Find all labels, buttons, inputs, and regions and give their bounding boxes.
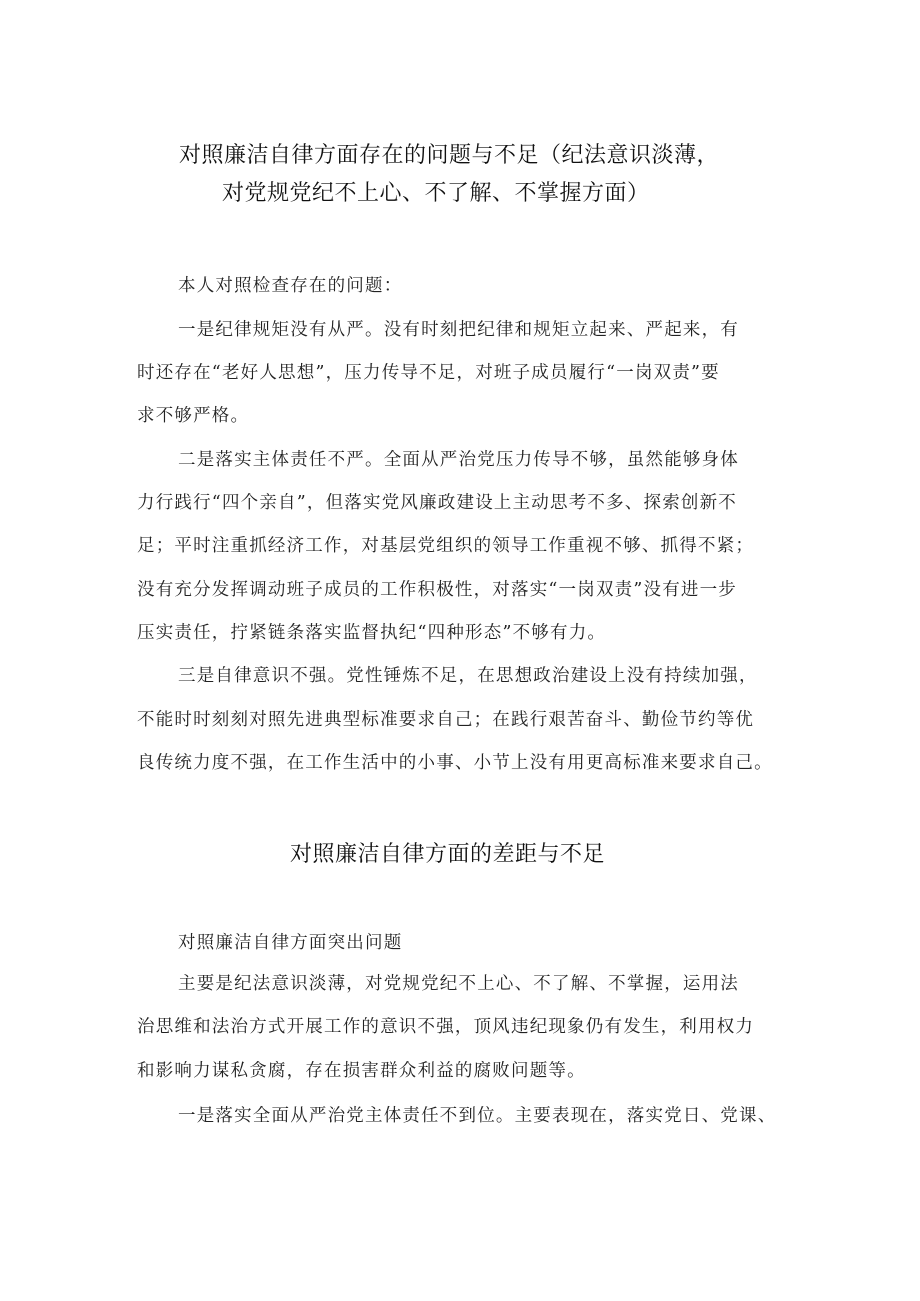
paragraph-line: 一是落实全面从严治党主体责任不到位。主要表现在，落实党日、党课、 [178,1106,777,1126]
paragraph-line: 一是纪律规矩没有从严。没有时刻把纪律和规矩立起来、严起来，有 [178,320,739,340]
paragraph-line: 求不够严格。 [137,406,250,426]
paragraph-line: 良传统力度不强，在工作生活中的小事、小节上没有用更高标准来要求自己。 [137,753,773,773]
paragraph-line: 压实责任，拧紧链条落实监督执纪“四种形态”不够有力。 [137,623,607,643]
paragraph-line: 治思维和法治方式开展工作的意识不强，顶风违纪现象仍有发生，利用权力 [137,1017,755,1037]
paragraph-line: 力行践行“四个亲自”，但落实党风廉政建设上主动思考不多、探索创新不 [137,493,737,513]
paragraph-line: 不能时时刻刻对照先进典型标准要求自己；在践行艰苦奋斗、勤俭节约等优 [137,710,755,730]
paragraph-line: 二是落实主体责任不严。全面从严治党压力传导不够，虽然能够身体 [178,450,739,470]
paragraph-line: 主要是纪法意识淡薄，对党规党纪不上心、不了解、不掌握，运用法 [178,974,739,994]
intro-line: 本人对照检查存在的问题： [178,276,403,296]
paragraph-line: 和影响力谋私贪腐，存在损害群众利益的腐败问题等。 [137,1061,586,1081]
subheading: 对照廉洁自律方面突出问题 [178,933,403,953]
paragraph-line: 没有充分发挥调动班子成员的工作积极性，对落实“一岗双责”没有进一步 [137,580,737,600]
paragraph-line: 三是自律意识不强。党性锤炼不足，在思想政治建设上没有持续加强， [178,666,758,686]
section2-title: 对照廉洁自律方面的差距与不足 [290,842,606,867]
section1-title-line2: 对党规党纪不上心、不了解、不掌握方面） [222,181,650,206]
paragraph-line: 足；平时注重抓经济工作，对基层党组织的领导工作重视不够、抓得不紧； [137,536,755,556]
paragraph-line: 时还存在“老好人思想”，压力传导不足，对班子成员履行“一岗双责”要 [137,363,720,383]
section1-title-line1: 对照廉洁自律方面存在的问题与不足（纪法意识淡薄， [179,143,720,168]
